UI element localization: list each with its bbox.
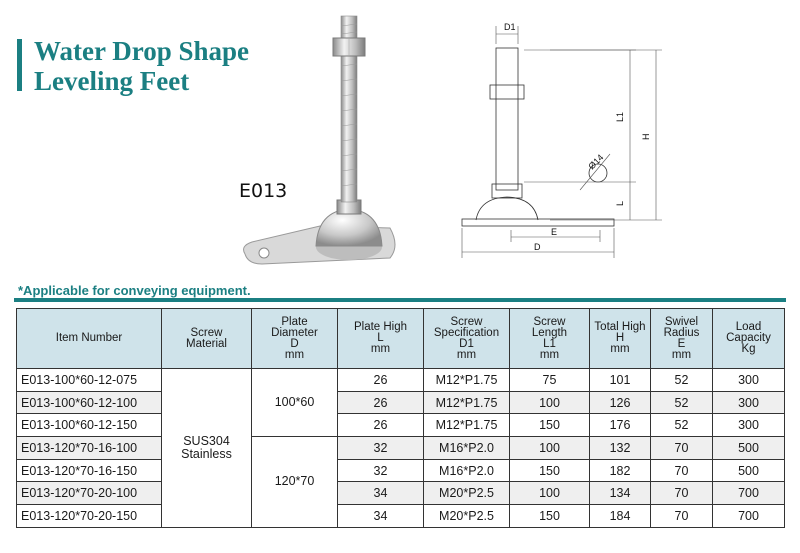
header-swivel-radius: Swivel Radius E mm — [651, 309, 713, 369]
header-screw-material: Screw Material — [162, 309, 252, 369]
cell-screw-length: 150 — [510, 414, 590, 437]
header-item-number: Item Number — [17, 309, 162, 369]
cell-total-high: 184 — [590, 505, 651, 528]
cell-plate-high: 26 — [338, 369, 424, 392]
cell-total-high: 182 — [590, 459, 651, 482]
cell-swivel-radius: 70 — [651, 437, 713, 460]
cell-total-high: 132 — [590, 437, 651, 460]
cell-load: 300 — [713, 414, 785, 437]
cell-material: SUS304 Stainless — [162, 369, 252, 528]
label-d: D — [534, 242, 541, 252]
cell-screw-length: 150 — [510, 459, 590, 482]
cell-screw-spec: M12*P1.75 — [424, 391, 510, 414]
cell-screw-length: 75 — [510, 369, 590, 392]
header-total-high: Total High H mm — [590, 309, 651, 369]
cell-plate-diameter: 100*60 — [252, 369, 338, 437]
cell-load: 500 — [713, 459, 785, 482]
cell-total-high: 101 — [590, 369, 651, 392]
header-plate-high: Plate High L mm — [338, 309, 424, 369]
cell-screw-spec: M12*P1.75 — [424, 414, 510, 437]
title-line-2: Leveling Feet — [34, 66, 190, 96]
table-row — [17, 482, 785, 505]
cell-plate-diameter: 120*70 — [252, 437, 338, 528]
cell-swivel-radius: 52 — [651, 414, 713, 437]
cell-item: E013-100*60-12-075 — [17, 369, 162, 392]
cell-swivel-radius: 70 — [651, 505, 713, 528]
cell-screw-spec: M16*P2.0 — [424, 459, 510, 482]
label-e: E — [551, 227, 558, 237]
cell-item: E013-100*60-12-100 — [17, 391, 162, 414]
table-row — [17, 437, 785, 460]
cell-plate-high: 32 — [338, 459, 424, 482]
cell-item: E013-120*70-16-100 — [17, 437, 162, 460]
cell-plate-high: 26 — [338, 391, 424, 414]
cell-plate-high: 26 — [338, 414, 424, 437]
label-l1: L1 — [615, 111, 625, 122]
cell-swivel-radius: 70 — [651, 482, 713, 505]
label-h: H — [641, 133, 651, 140]
table-row — [17, 414, 785, 437]
table-row — [17, 459, 785, 482]
page-title — [34, 36, 249, 96]
cell-load: 700 — [713, 505, 785, 528]
title-line-1: Water Drop Shape — [34, 36, 250, 66]
header-screw-specification: Screw Specification D1 mm — [424, 309, 510, 369]
table-row — [17, 369, 785, 392]
title-accent-bar — [17, 39, 22, 91]
cell-load: 500 — [713, 437, 785, 460]
cell-screw-length: 150 — [510, 505, 590, 528]
model-code: E013 — [239, 180, 288, 202]
label-d1: D1 — [504, 22, 516, 32]
cell-plate-high: 34 — [338, 482, 424, 505]
cell-screw-length: 100 — [510, 482, 590, 505]
product-photo — [240, 6, 410, 266]
cell-item: E013-120*70-20-100 — [17, 482, 162, 505]
cell-swivel-radius: 52 — [651, 369, 713, 392]
cell-swivel-radius: 52 — [651, 391, 713, 414]
dimension-drawing — [430, 8, 710, 270]
cell-screw-spec: M20*P2.5 — [424, 482, 510, 505]
cell-plate-high: 34 — [338, 505, 424, 528]
cell-screw-spec: M12*P1.75 — [424, 369, 510, 392]
cell-screw-length: 100 — [510, 437, 590, 460]
cell-total-high: 134 — [590, 482, 651, 505]
header-plate-diameter: Plate Diameter D mm — [252, 309, 338, 369]
cell-item: E013-120*70-16-150 — [17, 459, 162, 482]
header-load-capacity: Load Capacity Kg — [713, 309, 785, 369]
label-phi: Ø14 — [586, 152, 606, 172]
cell-load: 700 — [713, 482, 785, 505]
label-l: L — [615, 200, 625, 206]
application-note: *Applicable for conveying equipment. — [18, 283, 251, 298]
cell-total-high: 176 — [590, 414, 651, 437]
header-row — [17, 309, 785, 369]
header-screw-length: Screw Length L1 mm — [510, 309, 590, 369]
cell-swivel-radius: 70 — [651, 459, 713, 482]
table-row — [17, 391, 785, 414]
cell-item: E013-120*70-20-150 — [17, 505, 162, 528]
cell-screw-length: 100 — [510, 391, 590, 414]
cell-total-high: 126 — [590, 391, 651, 414]
spec-table — [16, 308, 785, 528]
cell-screw-spec: M16*P2.0 — [424, 437, 510, 460]
cell-item: E013-100*60-12-150 — [17, 414, 162, 437]
cell-screw-spec: M20*P2.5 — [424, 505, 510, 528]
cell-load: 300 — [713, 369, 785, 392]
cell-plate-high: 32 — [338, 437, 424, 460]
cell-load: 300 — [713, 391, 785, 414]
table-row — [17, 505, 785, 528]
